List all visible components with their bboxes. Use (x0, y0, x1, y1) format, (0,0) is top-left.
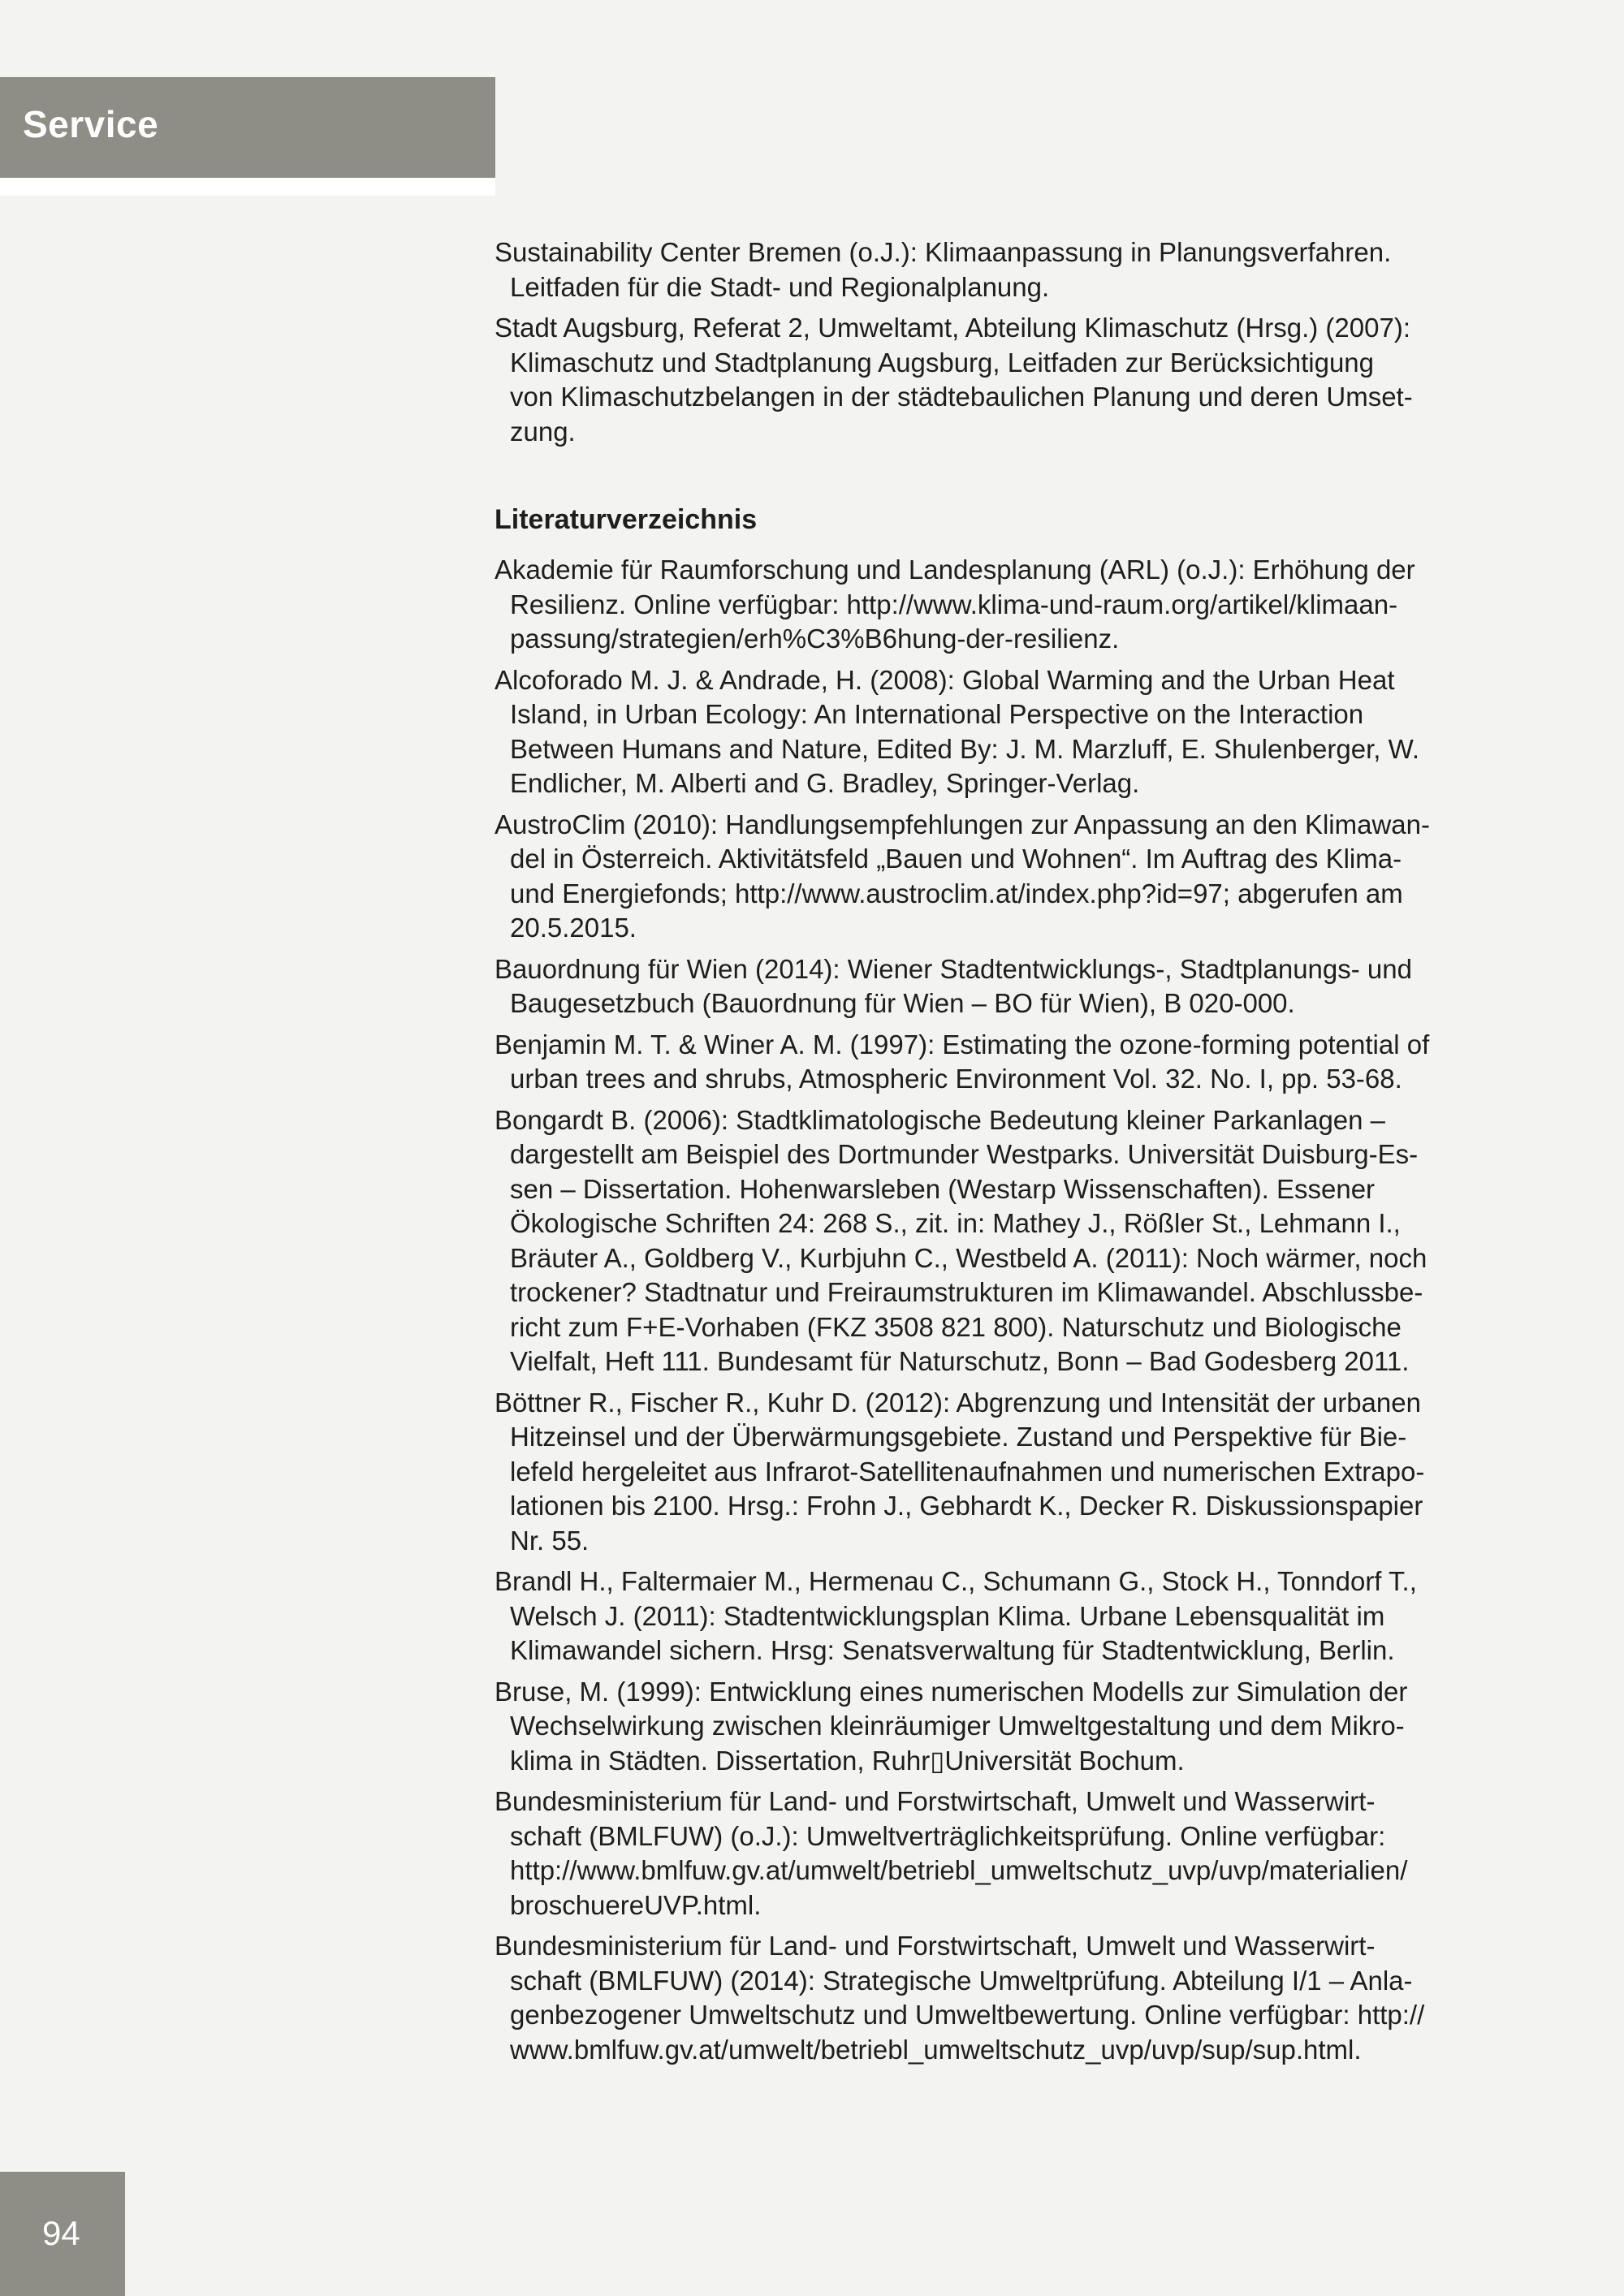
reference-line: sen – Dissertation. Hohenwarsleben (Westarp Wissenschaften). Essener (510, 1173, 1376, 1204)
reference-line: Benjamin M. T. & Winer A. M. (1997): Estimating the ozone-forming potential of (495, 1029, 1430, 1060)
reference-line: Leitfaden für die Stadt- und Regionalplanung. (510, 271, 1050, 302)
reference-entry (495, 663, 1477, 801)
reference-entry (495, 1386, 1477, 1559)
reference-entry (495, 952, 1477, 1021)
reference-line: und Energiefonds; http://www.austroclim.at/index.php?id=97; abgerufen am (510, 878, 1403, 908)
reference-line: trockener? Stadtnatur und Freiraumstrukturen im Klimawandel. Abschlussbe- (510, 1277, 1423, 1307)
reference-entry (495, 1929, 1477, 2067)
reference-line: Vielfalt, Heft 111. Bundesamt für Naturschutz, Bonn – Bad Godesberg 2011. (510, 1346, 1410, 1376)
reference-line: Island, in Urban Ecology: An International Perspective on the Interaction (510, 699, 1364, 729)
reference-line: lefeld hergeleitet aus Infrarot-Satellitenaufnahmen und numerischen Extrapo- (510, 1456, 1425, 1487)
reference-line: Endlicher, M. Alberti and G. Bradley, Springer-Verlag. (510, 768, 1140, 798)
reference-line: Alcoforado M. J. & Andrade, H. (2008): Global Warming and the Urban Heat (495, 664, 1395, 695)
reference-entry (495, 235, 1477, 304)
reference-line: Akademie für Raumforschung und Landesplanung (ARL) (o.J.): Erhöhung der (495, 555, 1415, 585)
reference-line: Stadt Augsburg, Referat 2, Umweltamt, Abteilung Klimaschutz (Hrsg.) (2007): (495, 313, 1410, 343)
reference-line: klima in Städten. Dissertation, Ruhr▯Universität Bochum. (510, 1745, 1185, 1776)
section-title: Service (23, 103, 159, 145)
reference-line: Bongardt B. (2006): Stadtklimatologische Bedeutung kleiner Parkanlagen – (495, 1104, 1386, 1135)
reference-entry (495, 808, 1477, 946)
reference-line: Klimaschutz und Stadtplanung Augsburg, Leitfaden zur Berücksichtigung (510, 347, 1375, 378)
reference-line: schaft (BMLFUW) (2014): Strategische Umweltprüfung. Abteilung I/1 – Anla- (510, 1965, 1413, 1996)
reference-entry (495, 1564, 1477, 1668)
reference-line: dargestellt am Beispiel des Dortmunder Westparks. Universität Duisburg-Es- (510, 1139, 1419, 1169)
reference-line: Brandl H., Faltermaier M., Hermenau C., Schumann G., Stock H., Tonndorf T., (495, 1566, 1417, 1596)
content-column (495, 235, 1477, 2074)
reference-line: Bräuter A., Goldberg V., Kurbjuhn C., Westbeld A. (2011): Noch wärmer, noch (510, 1242, 1427, 1273)
reference-line: AustroClim (2010): Handlungsempfehlungen zur Anpassung an den Klimawan- (495, 809, 1431, 839)
reference-line: Between Humans and Nature, Edited By: J. M. Marzluff, E. Shulenberger, W. (510, 733, 1420, 764)
page-number: 94 (42, 2214, 80, 2252)
reference-line: richt zum F+E-Vorhaben (FKZ 3508 821 800). Naturschutz und Biologische (510, 1311, 1402, 1342)
reference-line: Resilienz. Online verfügbar: http://www.klima-und-raum.org/artikel/klimaan- (510, 589, 1398, 619)
reference-entry (495, 311, 1477, 449)
reference-line: passung/strategien/erh%C3%B6hung-der-resilienz. (510, 624, 1120, 654)
reference-entry (495, 1675, 1477, 1779)
reference-line: schaft (BMLFUW) (o.J.): Umweltverträglichkeitsprüfung. Online verfügbar: (510, 1820, 1386, 1851)
reference-line: Ökologische Schriften 24: 268 S., zit. in: Mathey J., Rößler St., Lehmann I., (510, 1208, 1401, 1238)
reference-line: Welsch J. (2011): Stadtentwicklungsplan Klima. Urbane Lebensqualität im (510, 1600, 1385, 1631)
reference-line: 20.5.2015. (510, 913, 637, 943)
literature-heading: Literaturverzeichnis (495, 504, 758, 535)
reference-line: Sustainability Center Bremen (o.J.): Klimaanpassung in Planungsverfahren. (495, 237, 1392, 267)
reference-line: Bundesministerium für Land- und Forstwirtschaft, Umwelt und Wasserwirt- (495, 1931, 1376, 1961)
reference-line: von Klimaschutzbelangen in der städtebaulichen Planung und deren Umset- (510, 382, 1413, 412)
reference-line: www.bmlfuw.gv.at/umwelt/betriebl_umweltschutz_uvp/uvp/sup/sup.html. (510, 2034, 1362, 2065)
reference-entry (495, 553, 1477, 657)
reference-line: zung. (510, 416, 576, 447)
reference-entry (495, 1103, 1477, 1379)
reference-line: Hitzeinsel und der Überwärmungsgebiete. Zustand und Perspektive für Bie- (510, 1422, 1407, 1452)
section-tab-underline (0, 178, 495, 196)
reference-line: Nr. 55. (510, 1525, 590, 1556)
reference-line: Wechselwirkung zwischen kleinräumiger Umweltgestaltung und dem Mikro- (510, 1711, 1405, 1741)
reference-line: Klimawandel sichern. Hrsg: Senatsverwaltung für Stadtentwicklung, Berlin. (510, 1635, 1395, 1665)
reference-line: Bruse, M. (1999): Entwicklung eines numerischen Modells zur Simulation der (495, 1676, 1408, 1707)
reference-line: del in Österreich. Aktivitätsfeld „Bauen und Wohnen“. Im Auftrag des Klima- (510, 844, 1402, 874)
reference-line: urban trees and shrubs, Atmospheric Environment Vol. 32. No. I, pp. 53-68. (510, 1064, 1402, 1094)
reference-line: broschuereUVP.html. (510, 1889, 762, 1920)
reference-entry (495, 1028, 1477, 1097)
reference-line: lationen bis 2100. Hrsg.: Frohn J., Gebhardt K., Decker R. Diskussionspapier (510, 1491, 1423, 1521)
reference-line: Bundesministerium für Land- und Forstwirtschaft, Umwelt und Wasserwirt- (495, 1786, 1376, 1816)
literature-reference-list (495, 553, 1477, 2067)
reference-entry (495, 1785, 1477, 1923)
reference-line: genbezogener Umweltschutz und Umweltbewertung. Online verfügbar: http:// (510, 2000, 1425, 2030)
reference-line: Bauordnung für Wien (2014): Wiener Stadtentwicklungs-, Stadtplanungs- und (495, 953, 1412, 984)
intro-reference-list (495, 235, 1477, 449)
reference-line: http://www.bmlfuw.gv.at/umwelt/betriebl_umweltschutz_uvp/uvp/materialien/ (510, 1855, 1408, 1885)
reference-line: Baugesetzbuch (Bauordnung für Wien – BO für Wien), B 020-000. (510, 988, 1295, 1018)
reference-line: Böttner R., Fischer R., Kuhr D. (2012): Abgrenzung und Intensität der urbanen (495, 1387, 1421, 1418)
